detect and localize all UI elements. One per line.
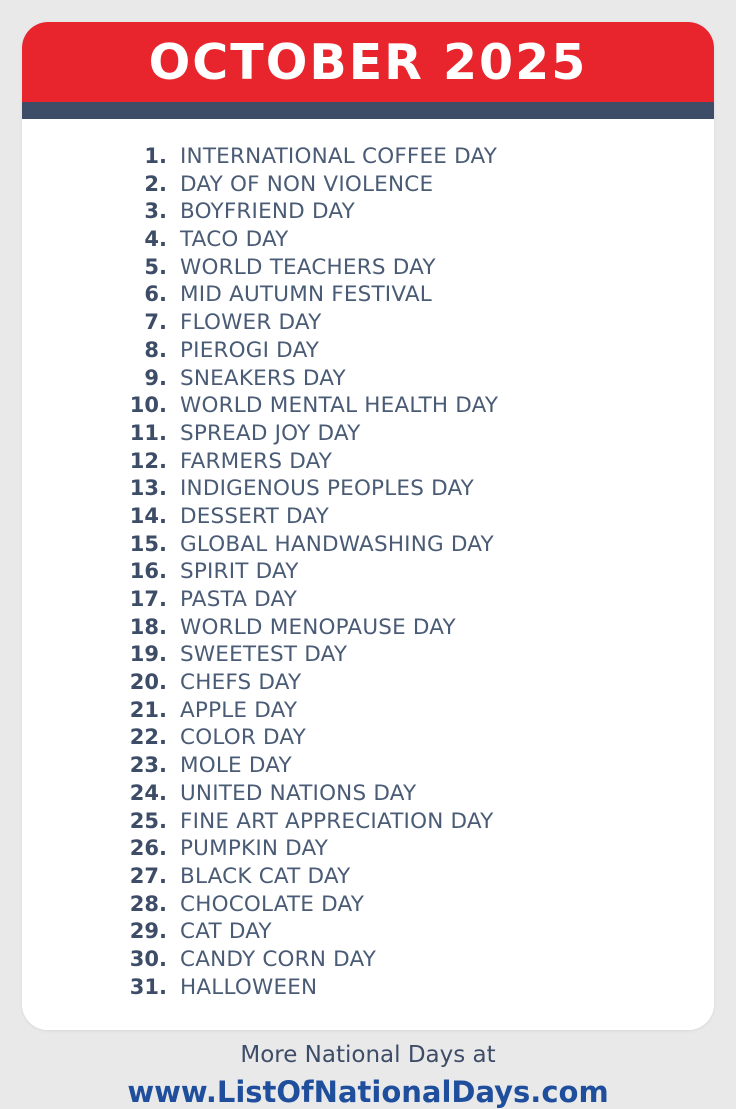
day-number: 3. — [144, 199, 167, 224]
list-item — [22, 697, 714, 728]
day-number: 1. — [144, 144, 167, 168]
day-label: COLOR DAY — [180, 725, 306, 751]
list-item — [22, 755, 714, 783]
day-number: 27. — [129, 863, 167, 888]
day-label: APPLE DAY — [180, 697, 298, 723]
day-number: 19. — [129, 642, 167, 667]
calendar-card — [22, 22, 714, 1030]
day-number: 5. — [144, 254, 167, 279]
list-item — [22, 891, 714, 922]
day-label: CAT DAY — [180, 919, 272, 945]
day-number: 22. — [129, 725, 167, 750]
day-label: PUMPKIN DAY — [180, 836, 329, 862]
list-item — [22, 448, 714, 479]
day-label: PIEROGI DAY — [180, 337, 320, 363]
page-title: OCTOBER 2025 — [148, 33, 588, 91]
days-list — [22, 119, 714, 1030]
list-item — [22, 420, 714, 451]
list-item — [22, 589, 714, 617]
list-item — [22, 780, 714, 811]
list-item — [22, 337, 714, 368]
list-item — [22, 171, 714, 202]
day-number: 16. — [129, 559, 167, 584]
header-divider — [22, 102, 714, 119]
day-number: 18. — [129, 614, 167, 639]
day-label: CANDY CORN DAY — [180, 946, 377, 972]
day-number: 13. — [129, 476, 167, 501]
day-number: 10. — [129, 393, 167, 418]
day-number: 21. — [129, 697, 167, 722]
day-label: UNITED NATIONS DAY — [180, 780, 417, 806]
day-label: MOLE DAY — [180, 753, 292, 779]
day-label: SPREAD JOY DAY — [180, 420, 361, 446]
day-number: 11. — [129, 420, 167, 445]
poster-footer — [22, 1030, 714, 1109]
day-label: CHOCOLATE DAY — [180, 891, 365, 917]
day-number: 6. — [144, 282, 167, 307]
day-label: INTERNATIONAL COFFEE DAY — [180, 144, 498, 169]
list-item — [22, 284, 714, 312]
list-item — [22, 531, 714, 562]
day-label: PASTA DAY — [180, 587, 298, 612]
day-label: BLACK CAT DAY — [180, 863, 351, 889]
day-number: 17. — [129, 587, 167, 611]
day-label: DAY OF NON VIOLENCE — [180, 171, 434, 197]
list-item — [22, 614, 714, 645]
day-number: 29. — [129, 919, 167, 944]
list-item — [22, 146, 714, 174]
day-number: 12. — [129, 448, 167, 473]
list-item — [22, 312, 714, 340]
list-item — [22, 921, 714, 949]
list-item — [22, 974, 714, 1005]
day-number: 23. — [129, 753, 167, 778]
footer-caption: More National Days at — [240, 1042, 496, 1069]
day-number: 26. — [129, 836, 167, 861]
list-item — [22, 946, 714, 977]
day-label: WORLD MENTAL HEALTH DAY — [180, 393, 499, 419]
day-number: 14. — [129, 503, 167, 528]
list-item — [22, 201, 714, 229]
list-item — [22, 808, 714, 839]
day-label: FINE ART APPRECIATION DAY — [180, 808, 494, 834]
day-number: 20. — [129, 670, 167, 695]
day-label: SNEAKERS DAY — [180, 365, 346, 391]
day-label: CHEFS DAY — [180, 670, 302, 696]
list-item — [22, 672, 714, 700]
day-number: 30. — [129, 946, 167, 971]
day-number: 2. — [144, 171, 167, 196]
list-item — [22, 561, 714, 589]
day-label: WORLD TEACHERS DAY — [180, 254, 436, 280]
day-label: MID AUTUMN FESTIVAL — [180, 282, 432, 308]
day-label: WORLD MENOPAUSE DAY — [180, 614, 456, 640]
day-number: 28. — [129, 891, 167, 916]
day-label: HALLOWEEN — [180, 974, 318, 1000]
list-item — [22, 644, 714, 672]
day-label: INDIGENOUS PEOPLES DAY — [180, 476, 475, 502]
day-number: 4. — [144, 227, 167, 252]
day-number: 24. — [129, 780, 167, 805]
list-item — [22, 727, 714, 755]
day-label: BOYFRIEND DAY — [180, 199, 355, 225]
day-label: GLOBAL HANDWASHING DAY — [180, 531, 494, 557]
list-item — [22, 229, 714, 257]
list-item — [22, 365, 714, 396]
day-label: SWEETEST DAY — [180, 642, 348, 668]
day-label: TACO DAY — [180, 227, 289, 253]
day-number: 15. — [129, 531, 167, 556]
day-label: DESSERT DAY — [180, 503, 329, 529]
footer-website-link[interactable]: www.ListOfNationalDays.com — [127, 1075, 609, 1109]
day-number: 25. — [129, 808, 167, 833]
list-item — [22, 254, 714, 285]
day-label: FARMERS DAY — [180, 448, 333, 474]
list-item — [22, 838, 714, 866]
day-label: SPIRIT DAY — [180, 559, 299, 585]
day-number: 9. — [144, 365, 167, 390]
day-number: 7. — [144, 310, 167, 335]
day-number: 8. — [144, 337, 167, 362]
list-item — [22, 863, 714, 894]
day-label: FLOWER DAY — [180, 310, 322, 336]
list-item — [22, 478, 714, 506]
day-number: 31. — [129, 974, 167, 999]
poster-header — [22, 22, 714, 102]
list-item — [22, 503, 714, 534]
list-item — [22, 395, 714, 423]
